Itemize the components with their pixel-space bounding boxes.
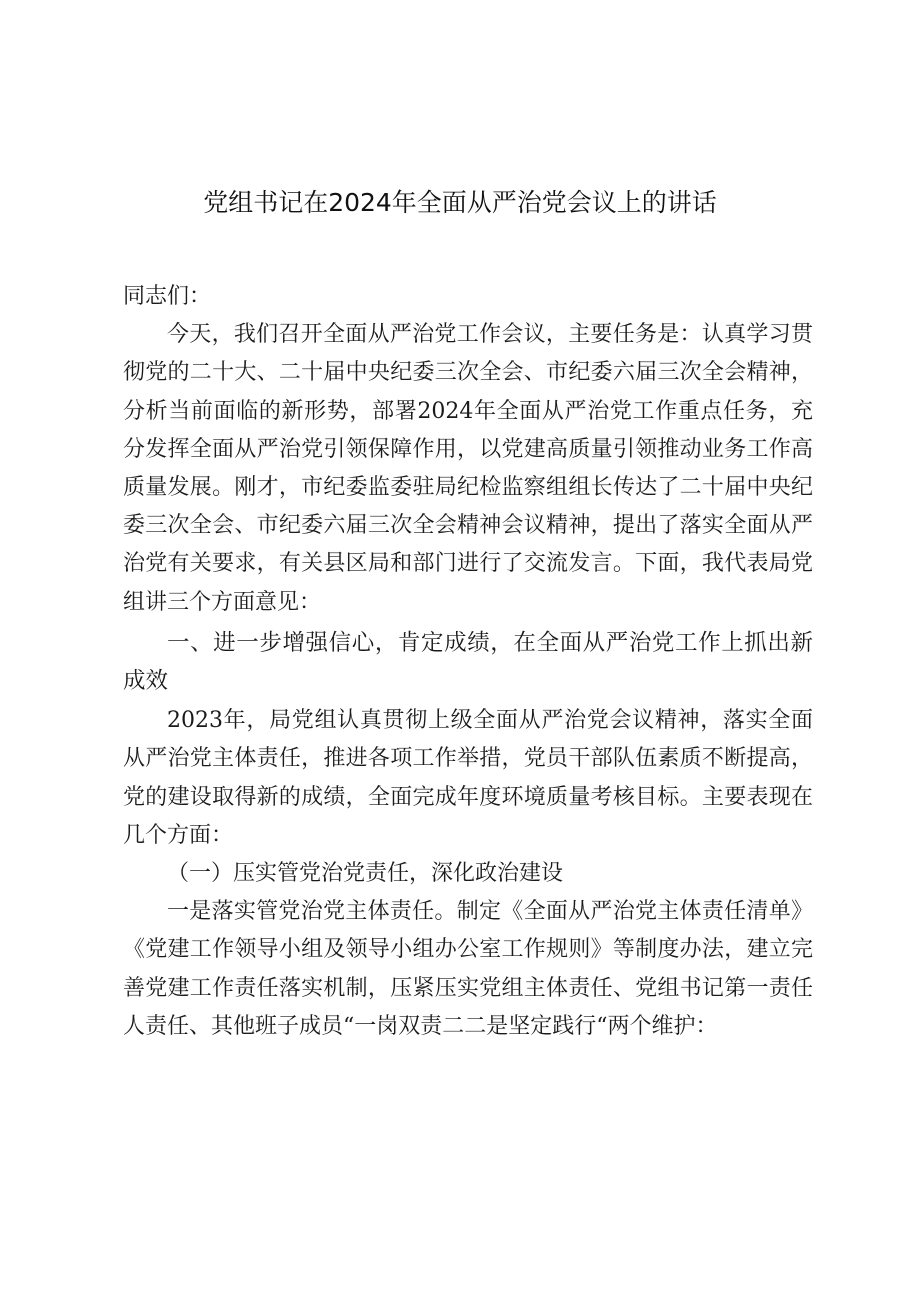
section-heading-1: 一、进一步增强信心，肯定成绩，在全面从严治党工作上抓出新成效 — [123, 629, 813, 695]
document-title: 党组书记在2024年全面从严治党会议上的讲话 — [203, 188, 717, 217]
paragraph-section1: 2023年，局党组认真贯彻上级全面从严治党会议精神，落实全面从严治党主体责任，推进各项工作举措，党员干部队伍素质不断提高，党的建设取得新的成绩，全面完成年度环境质量考核目标。主要表现在几个方面： — [123, 708, 813, 848]
subsection-heading-1: （一）压实管党治党责任，深化政治建设 — [167, 861, 564, 887]
paragraph-intro: 今天，我们召开全面从严治党工作会议，主要任务是：认真学习贯彻党的二十大、二十届中央纪委三次全会、市纪委六届三次全会精神，分析当前面临的新形势，部署2024年全面从严治党工作重点任务，充分发挥全面从严治党引领保障作用，以党建高质量引领推动业务工作高质量发展。刚才，市纪委监委驻局纪检监察组组长传达了二十届中央纪委三次全会、市纪委六届三次全会精神会议精神，提出了落实全面从严治党有关要求，有关县区局和部门进行了交流发言。下面，我代表局党组讲三个方面意见： — [123, 322, 813, 615]
paragraph-subsection1: 一是落实管党治党主体责任。制定《全面从严治党主体责任清单》《党建工作领导小组及领导小组办公室工作规则》等制度办法，建立完善党建工作责任落实机制，压紧压实党组主体责任、党组书记第一责任人责任、其他班子成员“一岗双责二二是坚定践行“两个维护： — [123, 899, 813, 1039]
document-body — [123, 278, 813, 1046]
salutation: 同志们： — [123, 284, 212, 309]
